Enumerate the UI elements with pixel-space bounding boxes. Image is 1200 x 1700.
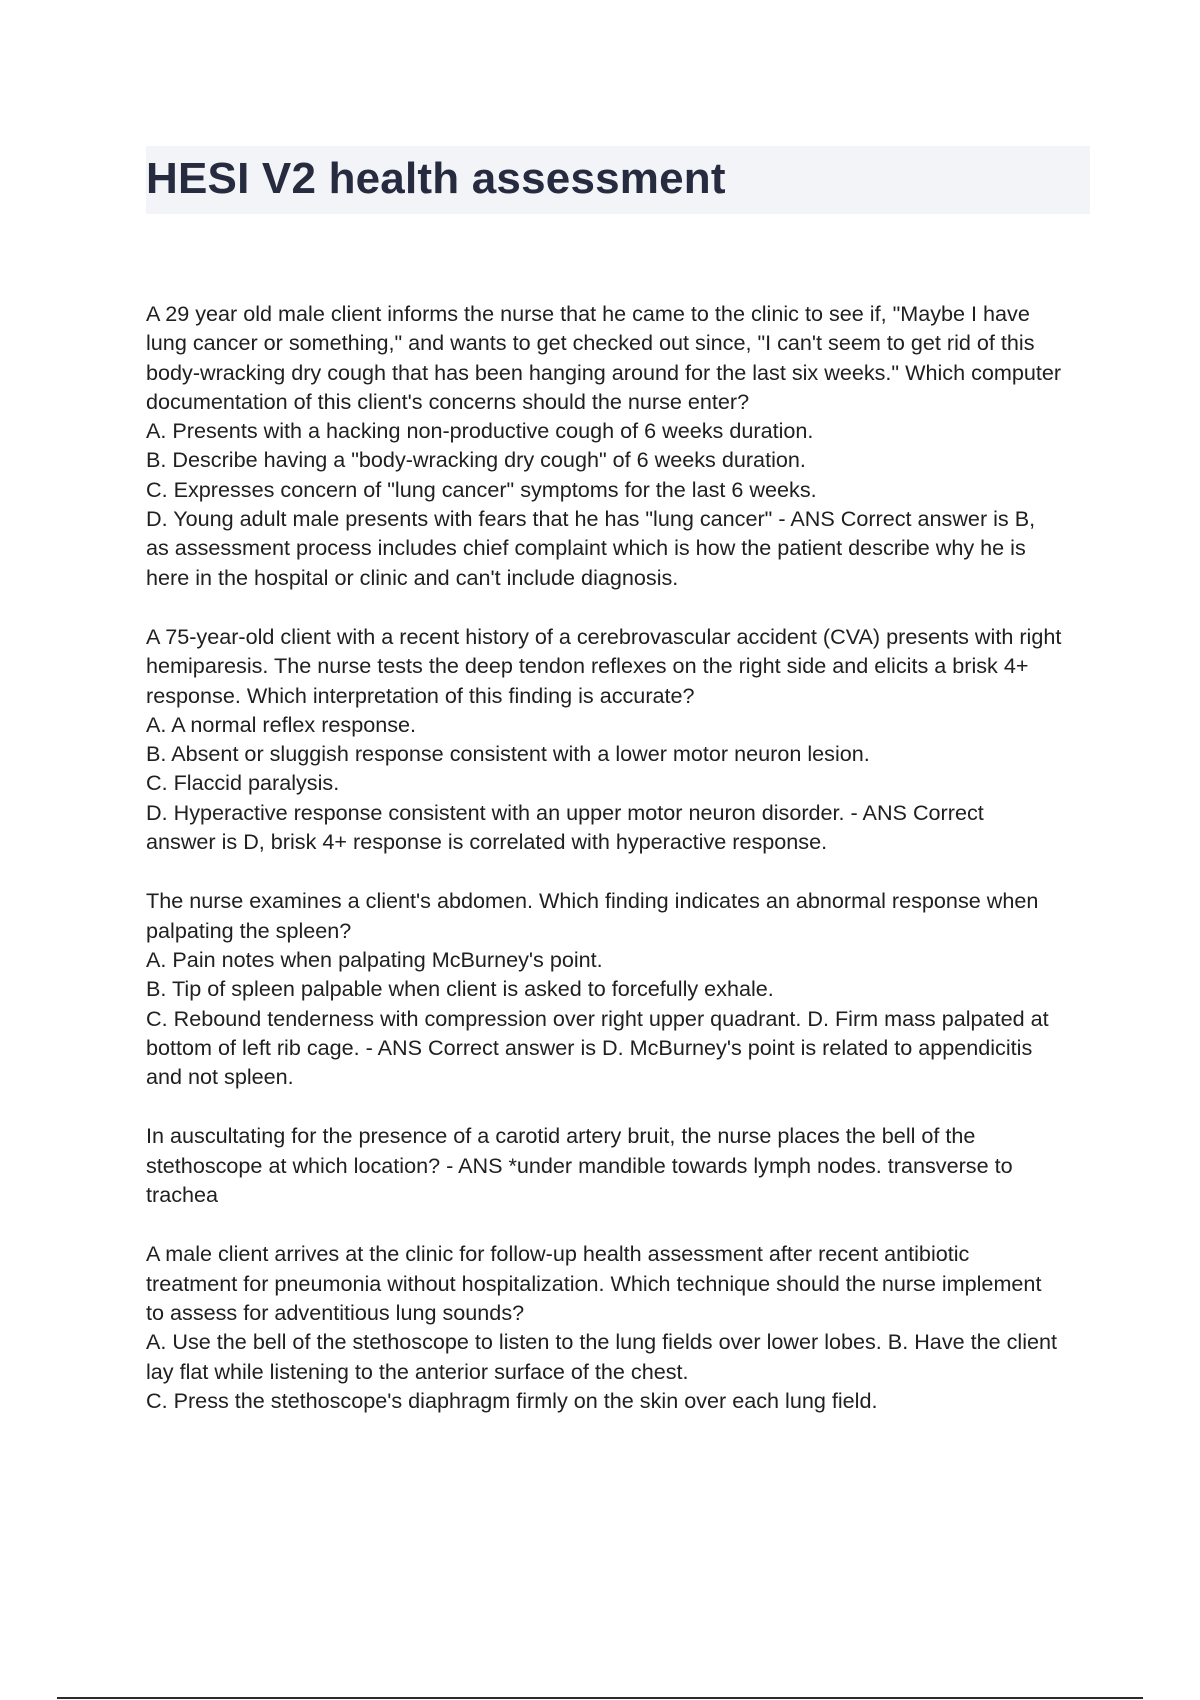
question-line: A male client arrives at the clinic for follow-up health assessment after recent antibiotic — [146, 1241, 970, 1267]
question-line: A 29 year old male client informs the nurse that he came to the clinic to see if, "Maybe I have — [146, 301, 1030, 326]
question-answer-line: stethoscope at which location? - ANS *under mandible towards lymph nodes. transverse to — [146, 1152, 1013, 1178]
option-b: B. Describe having a "body-wracking dry cough" of 6 weeks duration. — [146, 447, 806, 473]
question-line: The nurse examines a client's abdomen. Which finding indicates an abnormal response when — [146, 888, 1039, 914]
option-b: B. Tip of spleen palpable when client is asked to forcefully exhale. — [146, 976, 774, 1002]
footer-divider — [57, 1697, 1143, 1699]
answer-line: bottom of left rib cage. - ANS Correct answer is D. McBurney's point is related to appendicitis — [146, 1034, 1033, 1060]
question-block-5 — [146, 1239, 1096, 1415]
question-line: palpating the spleen? — [146, 917, 352, 943]
question-block-2 — [146, 622, 1096, 856]
option-b: B. Absent or sluggish response consistent with a lower motor neuron lesion. — [146, 741, 870, 767]
question-line: lung cancer or something," and wants to get checked out since, "I can't seem to get rid of this — [146, 330, 1035, 356]
option-a: A. Presents with a hacking non-productive cough of 6 weeks duration. — [146, 418, 814, 444]
option-a: A. A normal reflex response. — [146, 711, 417, 737]
option-b: lay flat while listening to the anterior surface of the chest. — [146, 1358, 689, 1384]
question-line: to assess for adventitious lung sounds? — [146, 1299, 525, 1325]
answer-line: trachea — [146, 1182, 219, 1208]
option-a-b: A. Use the bell of the stethoscope to listen to the lung fields over lower lobes. B. Have the client — [146, 1329, 1058, 1355]
option-c: C. Flaccid paralysis. — [146, 770, 340, 796]
title-band — [146, 146, 1090, 214]
option-c-d: C. Rebound tenderness with compression over right upper quadrant. D. Firm mass palpated at — [146, 1005, 1049, 1031]
question-block-3 — [146, 886, 1096, 1091]
question-line: In auscultating for the presence of a carotid artery bruit, the nurse places the bell of the — [146, 1123, 976, 1149]
question-line: documentation of this client's concerns should the nurse enter? — [146, 388, 750, 414]
question-block-1 — [146, 299, 1096, 592]
question-line: hemiparesis. The nurse tests the deep tendon reflexes on the right side and elicits a brisk 4+ — [146, 653, 1029, 679]
option-d-answer: D. Hyperactive response consistent with an upper motor neuron disorder. - ANS Correct — [146, 799, 984, 825]
question-line: body-wracking dry cough that has been hanging around for the last six weeks." Which computer — [146, 359, 1062, 385]
option-c: C. Expresses concern of "lung cancer" symptoms for the last 6 weeks. — [146, 476, 817, 502]
question-block-4 — [146, 1121, 1096, 1209]
option-c: C. Press the stethoscope's diaphragm firmly on the skin over each lung field. — [146, 1387, 878, 1413]
answer-line: here in the hospital or clinic and can't include diagnosis. — [146, 564, 679, 590]
question-line: response. Which interpretation of this finding is accurate? — [146, 682, 695, 708]
question-list — [146, 299, 1096, 1445]
answer-line: and not spleen. — [146, 1064, 294, 1090]
option-d-answer: D. Young adult male presents with fears that he has "lung cancer" - ANS Correct answer is B, — [146, 506, 1036, 532]
answer-line: as assessment process includes chief complaint which is how the patient describe why he is — [146, 535, 1026, 561]
question-line: treatment for pneumonia without hospitalization. Which technique should the nurse implement — [146, 1270, 1042, 1296]
option-a: A. Pain notes when palpating McBurney's point. — [146, 946, 603, 972]
answer-line: answer is D, brisk 4+ response is correlated with hyperactive response. — [146, 829, 828, 855]
document-title: HESI V2 health assessment — [146, 154, 726, 203]
question-line: A 75-year-old client with a recent history of a cerebrovascular accident (CVA) presents with right — [146, 623, 1062, 649]
